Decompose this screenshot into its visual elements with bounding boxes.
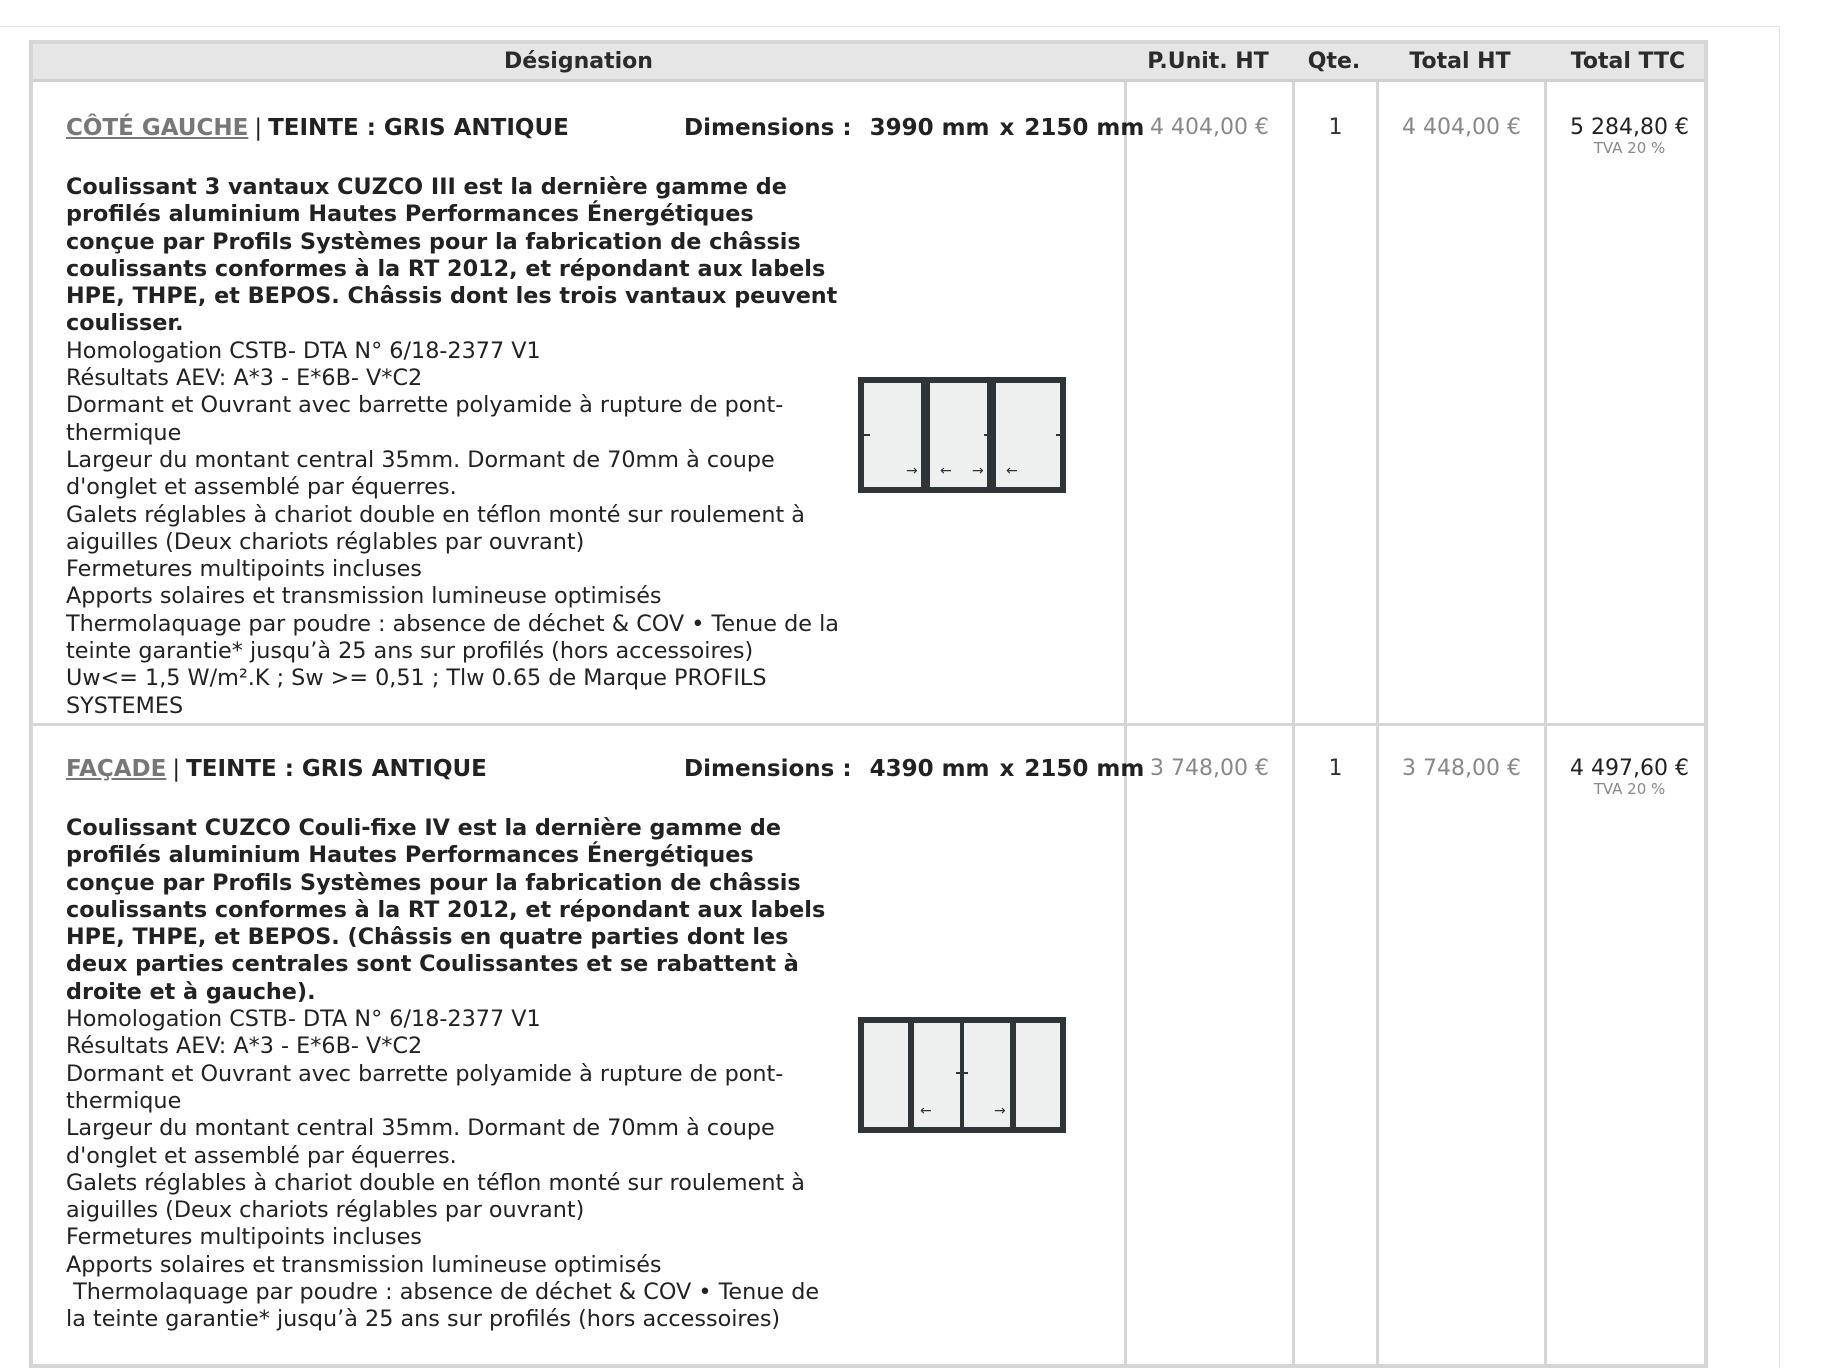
window-arrow: → bbox=[972, 463, 984, 479]
item-dimensions: Dimensions : 4390 mm x 2150 mm bbox=[684, 756, 1145, 782]
quote-table bbox=[29, 40, 1708, 1368]
header-designation: Désignation bbox=[504, 49, 653, 74]
item-spec-line: Homologation CSTB- DTA N° 6/18-2377 V1 bbox=[66, 337, 541, 364]
item-spec-line: Dormant et Ouvrant avec barrette polyamide à rupture de pont-thermique bbox=[66, 1060, 784, 1114]
item-title: CÔTÉ GAUCHE | TEINTE : GRIS ANTIQUE bbox=[66, 115, 569, 141]
item-lead: Coulissant 3 vantaux CUZCO III est la dernière gamme de profilés aluminium Hautes Performances Énergétiques conçue par Profils Systèmes pour la fabrication de châssis coulissants conformes à la RT 2012, et répondant aux labels HPE, THPE, et BEPOS. Châssis dont les trois vantaux peuvent coulisser. bbox=[66, 174, 838, 337]
item-spec-line: Galets réglables à chariot double en téflon monté sur roulement à aiguilles (Deux chariots réglables par ouvrant) bbox=[66, 501, 813, 555]
item-total-ht: 4 404,00 € bbox=[1402, 115, 1521, 140]
item-dimensions: Dimensions : 3990 mm x 2150 mm bbox=[684, 115, 1145, 141]
item-spec-line: Fermetures multipoints incluses bbox=[66, 556, 422, 583]
window-arrow: → bbox=[906, 463, 918, 479]
item-tva: TVA 20 % bbox=[1593, 780, 1666, 798]
item-side-link[interactable]: FAÇADE bbox=[66, 756, 167, 782]
item-spec-line: Thermolaquage par poudre : absence de déchet & COV • Tenue de la teinte garantie* jusqu’à 25 ans sur profilés (hors accessoires) bbox=[66, 610, 847, 665]
table-row bbox=[33, 726, 1704, 1368]
window-arrow: ← bbox=[1006, 463, 1018, 479]
header-total-ht: Total HT bbox=[1409, 49, 1511, 74]
window-pane bbox=[1016, 1023, 1060, 1127]
table-header bbox=[33, 44, 1704, 82]
item-spec-line: Dormant et Ouvrant avec barrette polyamide à rupture de pont-thermique bbox=[66, 392, 784, 446]
item-spec-line: Largeur du montant central 35mm. Dormant de 70mm à coupe d'onglet et assemblé par équerres. bbox=[66, 1115, 782, 1169]
top-divider bbox=[0, 26, 1780, 27]
sliding-window-3-panel-icon bbox=[856, 375, 1068, 495]
item-spec-line: Largeur du montant central 35mm. Dormant de 70mm à coupe d'onglet et assemblé par équerres. bbox=[66, 446, 782, 501]
table-row bbox=[33, 82, 1704, 723]
item-qty: 1 bbox=[1328, 756, 1343, 781]
header-qty: Qte. bbox=[1307, 49, 1361, 74]
item-total-ttc: 4 497,60 € TVA 20 % bbox=[1547, 756, 1712, 798]
item-total-ht: 3 748,00 € bbox=[1402, 756, 1521, 781]
item-unit-price: 4 404,00 € bbox=[1150, 115, 1269, 140]
window-arrow: ← bbox=[940, 463, 952, 479]
item-title: FAÇADE | TEINTE : GRIS ANTIQUE bbox=[66, 756, 487, 782]
item-spec-line: Résultats AEV: A*3 - E*6B- V*C2 bbox=[66, 365, 423, 392]
sliding-window-4-panel-icon bbox=[856, 1015, 1068, 1135]
item-spec-line: Thermolaquage par poudre : absence de déchet & COV • Tenue de la teinte garantie* jusqu’à 25 ans sur profilés (hors accessoires) bbox=[66, 1279, 827, 1333]
header-unit-price: P.Unit. HT bbox=[1147, 49, 1269, 74]
item-qty: 1 bbox=[1328, 115, 1343, 140]
item-spec-line: Apports solaires et transmission lumineuse optimisés bbox=[66, 1251, 662, 1278]
item-total-ttc: 5 284,80 € TVA 20 % bbox=[1547, 115, 1712, 157]
item-spec-line: Uw<= 1,5 W/m².K ; Sw >= 0,51 ; Tlw 0.65 de Marque PROFILS SYSTEMES bbox=[66, 665, 774, 719]
item-spec-line: Galets réglables à chariot double en téflon monté sur roulement à aiguilles (Deux chariots réglables par ouvrant) bbox=[66, 1169, 813, 1224]
item-unit-price: 3 748,00 € bbox=[1150, 756, 1269, 781]
item-tva: TVA 20 % bbox=[1593, 139, 1666, 157]
item-description bbox=[66, 174, 846, 720]
item-spec-line: Apports solaires et transmission lumineuse optimisés bbox=[66, 583, 662, 610]
item-side-link[interactable]: CÔTÉ GAUCHE bbox=[66, 115, 249, 141]
window-arrow: ← bbox=[920, 1103, 932, 1119]
item-spec-line: Résultats AEV: A*3 - E*6B- V*C2 bbox=[66, 1033, 423, 1060]
item-description bbox=[66, 815, 846, 1334]
header-total-ttc: Total TTC bbox=[1570, 49, 1686, 74]
item-spec-line: Homologation CSTB- DTA N° 6/18-2377 V1 bbox=[66, 1006, 541, 1033]
item-tint: TEINTE : GRIS ANTIQUE bbox=[268, 115, 569, 141]
item-tint: TEINTE : GRIS ANTIQUE bbox=[186, 756, 487, 782]
item-spec-line: Fermetures multipoints incluses bbox=[66, 1224, 422, 1251]
item-lead: Coulissant CUZCO Couli-fixe IV est la dernière gamme de profilés aluminium Hautes Performances Énergétiques conçue par Profils Systèmes pour la fabrication de châssis coulissants conformes à la RT 2012, et répondant aux labels HPE, THPE, et BEPOS. (Châssis en quatre parties dont les deux parties centrales sont Coulissantes et se rabattent à droite et à gauche). bbox=[66, 815, 826, 1005]
window-pane bbox=[864, 1023, 908, 1127]
right-divider bbox=[1779, 26, 1780, 1368]
window-arrow: → bbox=[994, 1103, 1006, 1119]
